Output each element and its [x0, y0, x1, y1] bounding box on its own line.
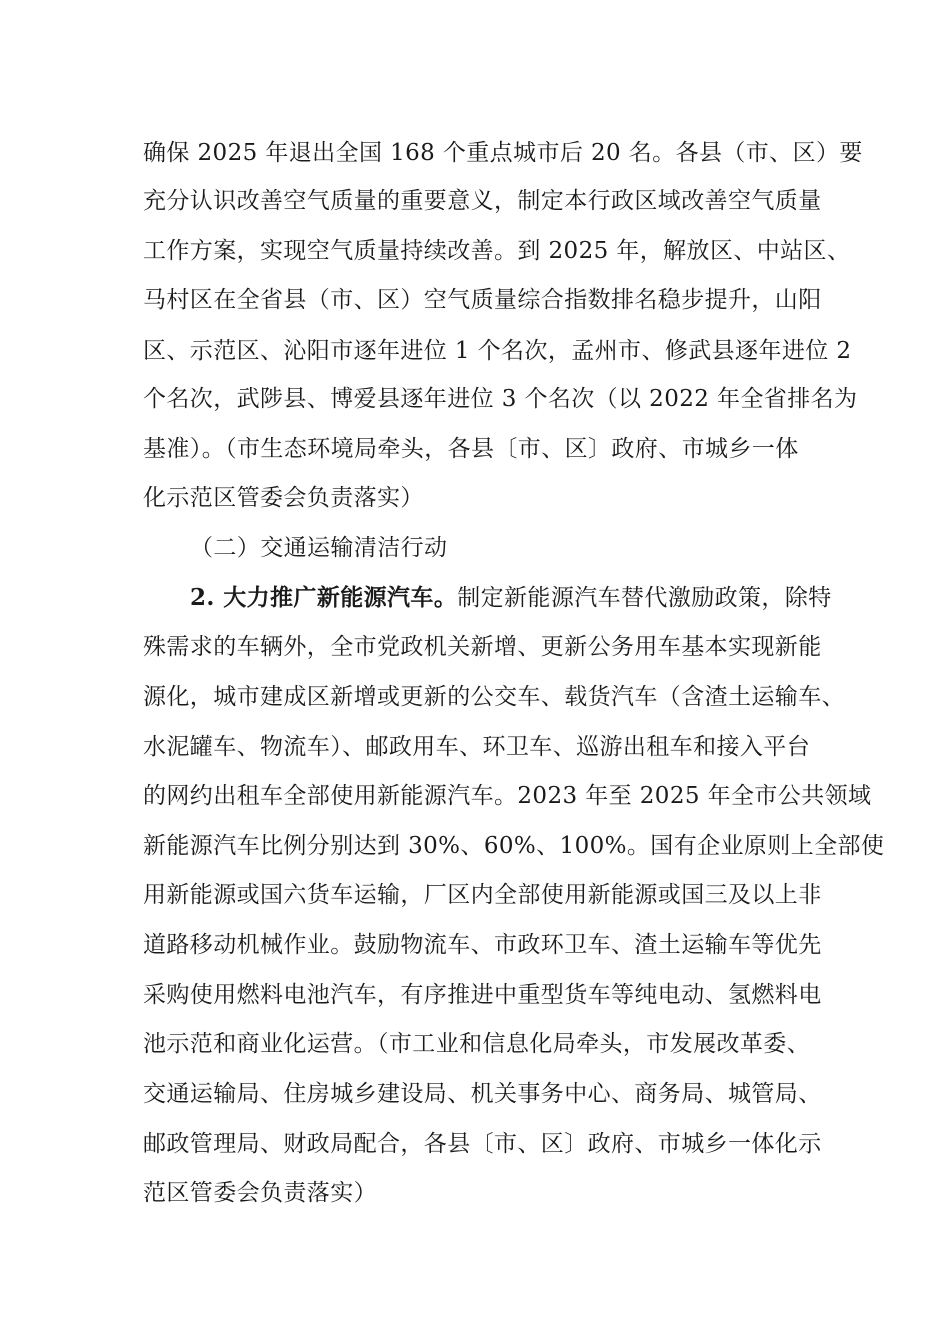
paragraph-2-line-2: 殊需求的车辆外，全市党政机关新增、更新公务用车基本实现新能	[143, 634, 822, 660]
paragraph-2-line-12: 邮政管理局、财政局配合，各县〔市、区〕政府、市城乡一体化示	[143, 1131, 822, 1157]
paragraph-2-line-9: 采购使用燃料电池汽车，有序推进中重型货车等纯电动、氢燃料电	[143, 982, 822, 1008]
paragraph-2-line-3: 源化，城市建成区新增或更新的公交车、载货汽车（含渣土运输车、	[143, 684, 845, 710]
paragraph-1-line-8: 化示范区管委会负责落实）	[143, 485, 424, 511]
paragraph-2-line-13: 范区管委会负责落实）	[143, 1180, 377, 1206]
paragraph-1-line-1: 确保 2025 年退出全国 168 个重点城市后 20 名。各县（市、区）要	[143, 140, 863, 166]
paragraph-2-line-10: 池示范和商业化运营。（市工业和信息化局牵头，市发展改革委、	[143, 1031, 811, 1057]
paragraph-1-line-3: 工作方案，实现空气质量持续改善。到 2025 年，解放区、中站区、	[143, 238, 851, 264]
paragraph-1-line-5: 区、示范区、沁阳市逐年进位 1 个名次，孟州市、修武县逐年进位 2	[143, 338, 852, 364]
section-heading: （二）交通运输清洁行动	[190, 535, 448, 561]
paragraph-2-first-line-text: 制定新能源汽车替代激励政策，除特	[457, 585, 832, 611]
paragraph-2-line-5: 的网约出租车全部使用新能源汽车。2023 年至 2025 年全市公共领域	[143, 783, 872, 809]
paragraph-1-line-6: 个名次，武陟县、博爱县逐年进位 3 个名次（以 2022 年全省排名为	[143, 386, 858, 412]
paragraph-2-line-6: 新能源汽车比例分别达到 30%、60%、100%。国有企业原则上全部使	[143, 833, 885, 859]
paragraph-2-line-8: 道路移动机械作业。鼓励物流车、市政环卫车、渣土运输车等优先	[143, 932, 822, 958]
paragraph-2-bold-lead: 2. 大力推广新能源汽车。	[190, 584, 458, 611]
paragraph-2-line-4: 水泥罐车、物流车）、邮政用车、环卫车、巡游出租车和接入平台	[143, 734, 811, 760]
paragraph-2-line-1	[190, 583, 832, 613]
paragraph-1-line-7: 基准）。（市生态环境局牵头，各县〔市、区〕政府、市城乡一体	[143, 436, 799, 462]
paragraph-2-line-11: 交通运输局、住房城乡建设局、机关事务中心、商务局、城管局、	[143, 1081, 822, 1107]
paragraph-2-line-7: 用新能源或国六货车运输，厂区内全部使用新能源或国三及以上非	[143, 882, 822, 908]
paragraph-1-line-2: 充分认识改善空气质量的重要意义，制定本行政区域改善空气质量	[143, 188, 822, 214]
paragraph-1-line-4: 马村区在全省县（市、区）空气质量综合指数排名稳步提升，山阳	[143, 287, 822, 313]
